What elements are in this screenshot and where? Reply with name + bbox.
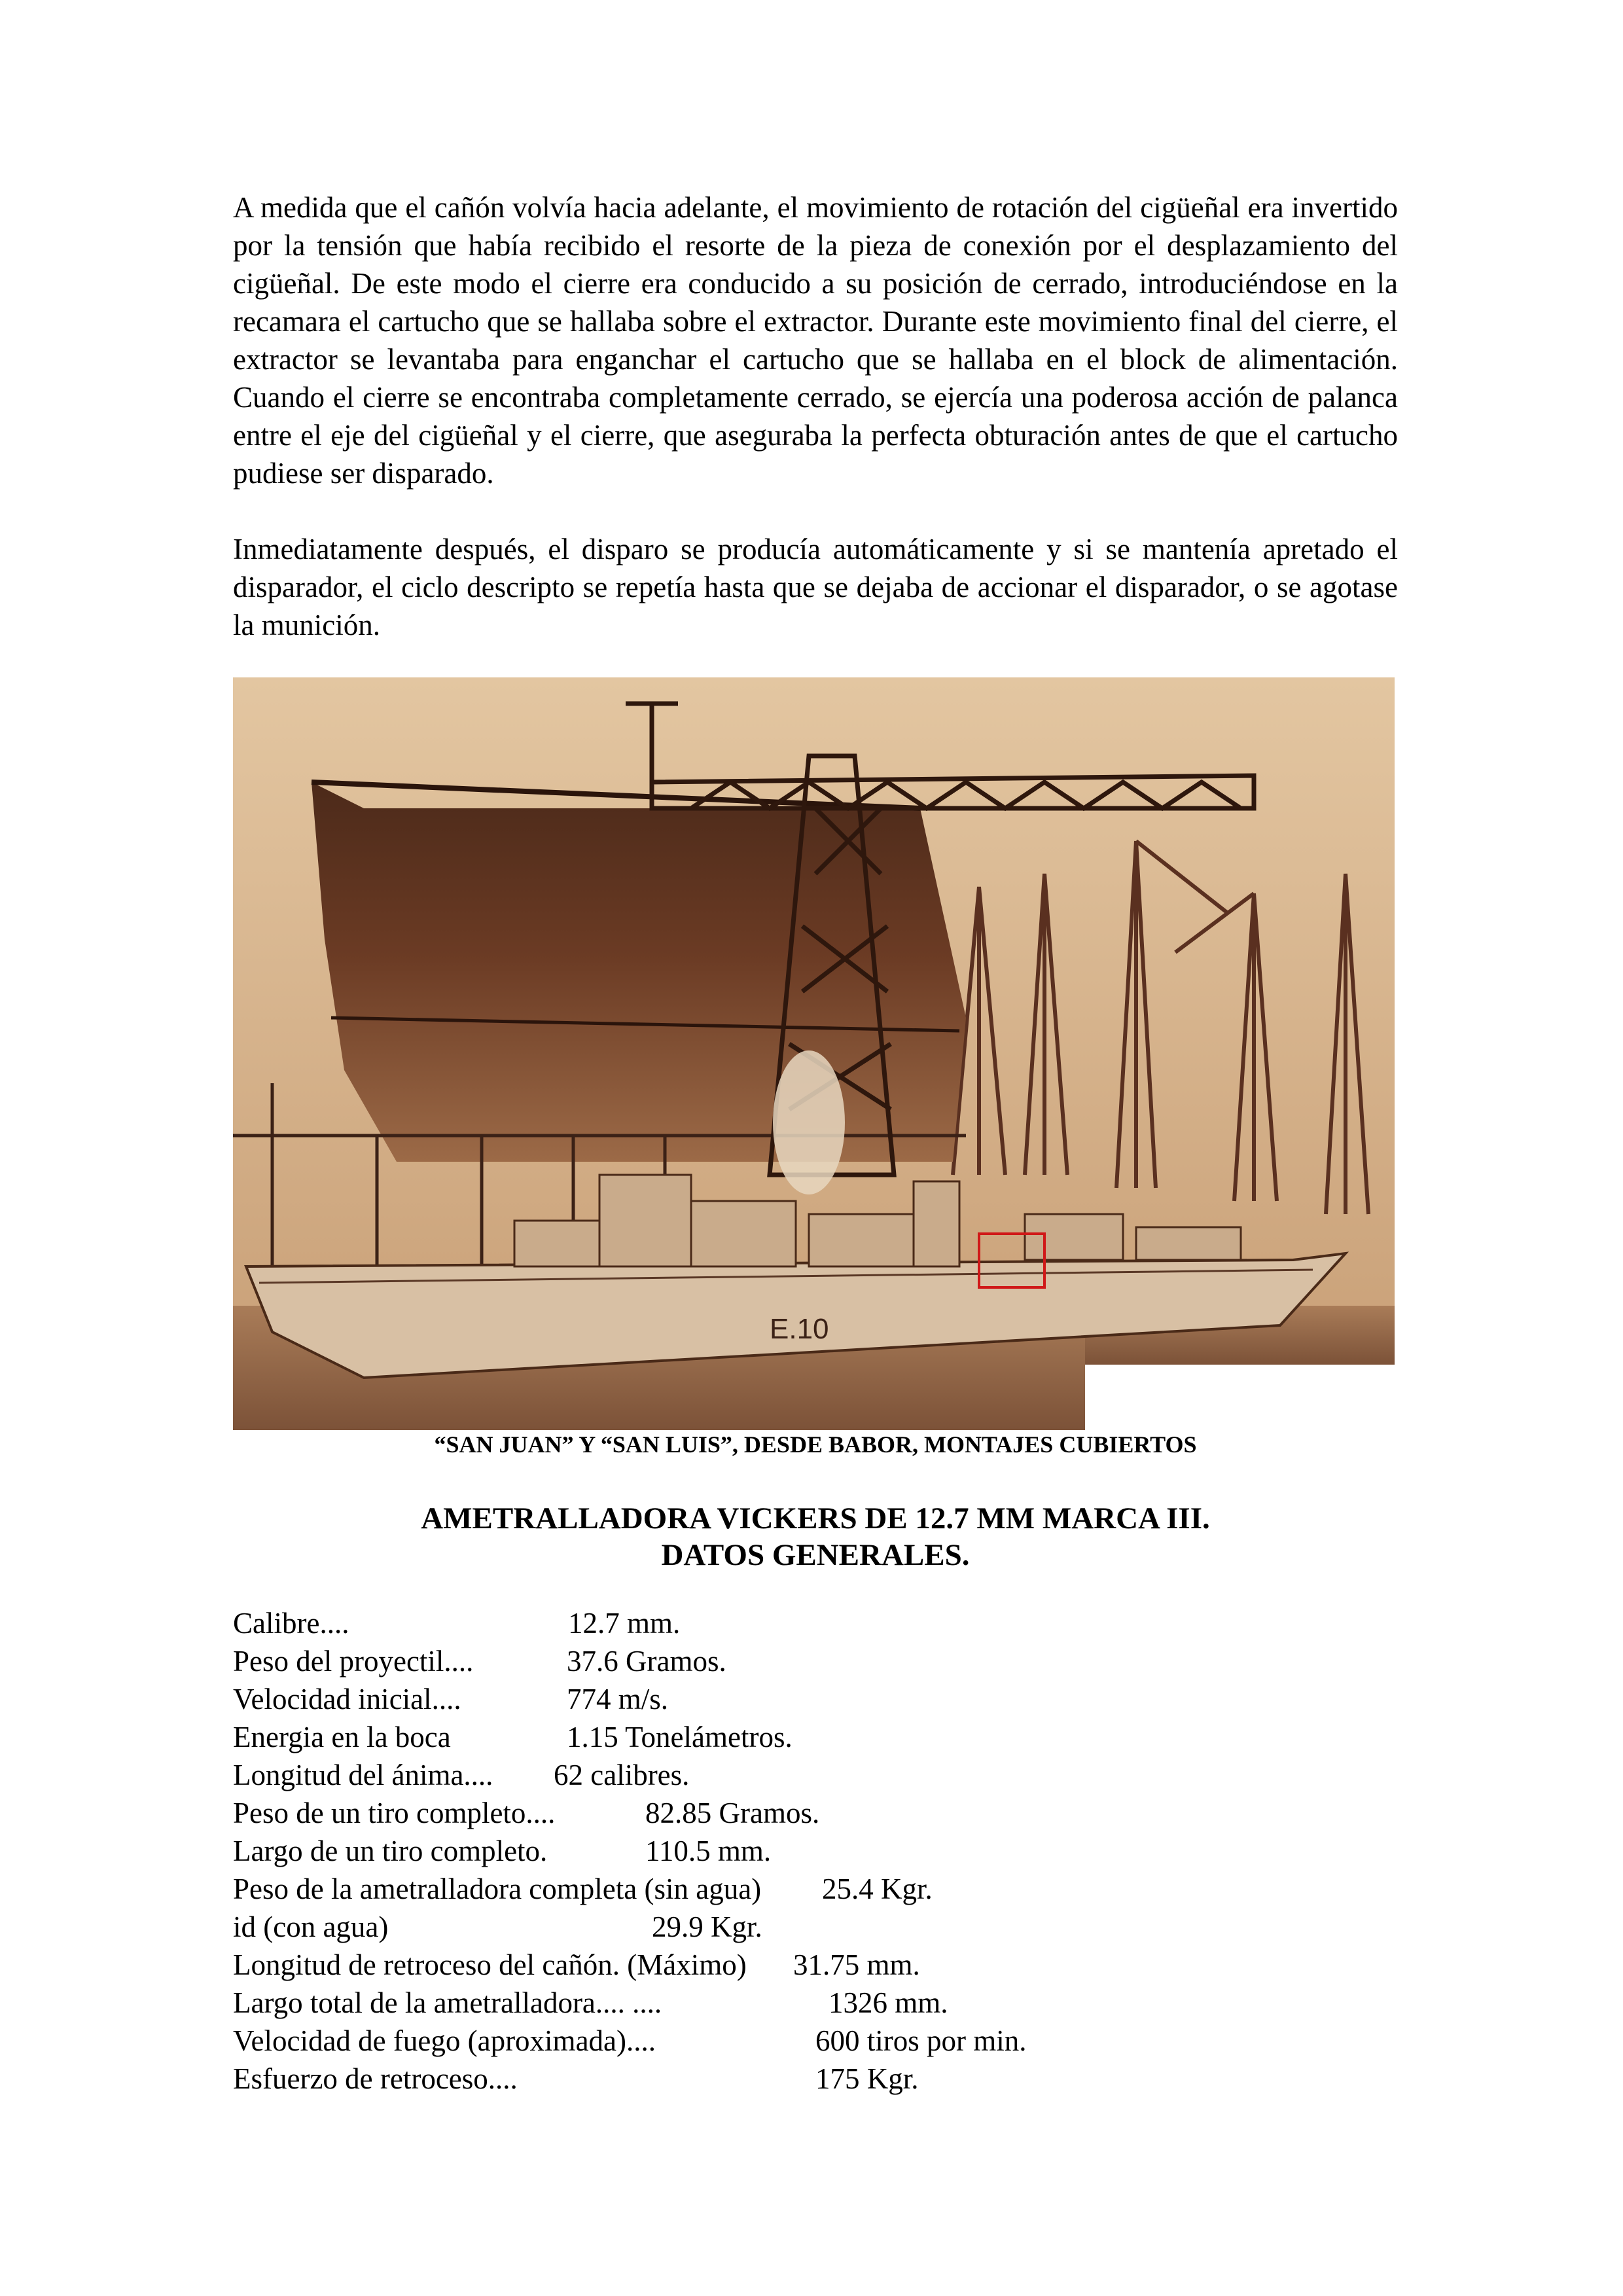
smoke-plume xyxy=(773,1050,845,1194)
spec-value: 31.75 mm. xyxy=(793,1948,920,1981)
body-paragraph-2: Inmediatamente después, el disparo se producía automáticamente y si se mantenía apretado el disparador, el ciclo descripto se repetía hasta que se dejaba de accionar el disparador, o se agotase la munición. xyxy=(233,533,1398,641)
spec-value: 37.6 Gramos. xyxy=(567,1645,726,1677)
spec-label: id (con agua) xyxy=(233,1910,389,1943)
spec-label: Esfuerzo de retroceso.... xyxy=(233,2062,518,2095)
spec-value: 82.85 Gramos. xyxy=(645,1797,820,1829)
body-paragraph-1: A medida que el cañón volvía hacia adelante, el movimiento de rotación del cigüeñal era invertido por la tensión que había recibido el resorte de la pieza de conexión por el desplazamiento del cigüeñal. De este modo el cierre era conducido a su posición de cerrado, introduciéndose en la recamara el cartucho que se hallaba sobre el extractor. Durante este movimiento final del cierre, el extractor se levantaba para enganchar el cartucho que se hallaba en el block de alimentación. Cuando el cierre se encontraba completamente cerrado, se ejercía una poderosa acción de palanca entre el eje del cigüeñal y el cierre, que aseguraba la perfecta obturación antes de que el cartucho pudiese ser disparado. xyxy=(233,191,1398,490)
shipyard-photo xyxy=(233,677,1395,1430)
spec-label: Largo de un tiro completo. xyxy=(233,1835,548,1867)
spec-value: 12.7 mm. xyxy=(568,1607,681,1640)
spec-label: Longitud del ánima.... xyxy=(233,1759,493,1791)
spec-value: 175 Kgr. xyxy=(815,2062,919,2095)
spec-label: Longitud de retroceso del cañón. (Máximo) xyxy=(233,1948,747,1981)
spec-value: 1.15 Tonelámetros. xyxy=(567,1721,793,1753)
spec-value: 29.9 Kgr. xyxy=(652,1910,762,1943)
section-title: AMETRALLADORA VICKERS DE 12.7 MM MARCA III. xyxy=(421,1501,1210,1535)
spec-label: Peso de la ametralladora completa (sin agua) xyxy=(233,1873,762,1905)
spec-label: Energia en la boca xyxy=(233,1721,451,1753)
spec-label: Velocidad de fuego (aproximada).... xyxy=(233,2024,656,2057)
spec-label: Calibre.... xyxy=(233,1607,349,1640)
spec-value: 110.5 mm. xyxy=(645,1835,772,1867)
photo-caption: “SAN JUAN” Y “SAN LUIS”, DESDE BABOR, MONTAJES CUBIERTOS xyxy=(434,1431,1197,1458)
spec-value: 1326 mm. xyxy=(829,1986,948,2019)
spec-value: 600 tiros por min. xyxy=(815,2024,1027,2057)
spec-value: 62 calibres. xyxy=(554,1759,690,1791)
hull-number: E.10 xyxy=(770,1313,829,1345)
section-subtitle: DATOS GENERALES. xyxy=(661,1538,970,1572)
spec-label: Largo total de la ametralladora.... .... xyxy=(233,1986,662,2019)
spec-label: Peso del proyectil.... xyxy=(233,1645,474,1677)
spec-label: Peso de un tiro completo.... xyxy=(233,1797,556,1829)
spec-label: Velocidad inicial.... xyxy=(233,1683,461,1715)
spec-value: 774 m/s. xyxy=(567,1683,669,1715)
spec-value: 25.4 Kgr. xyxy=(822,1873,933,1905)
